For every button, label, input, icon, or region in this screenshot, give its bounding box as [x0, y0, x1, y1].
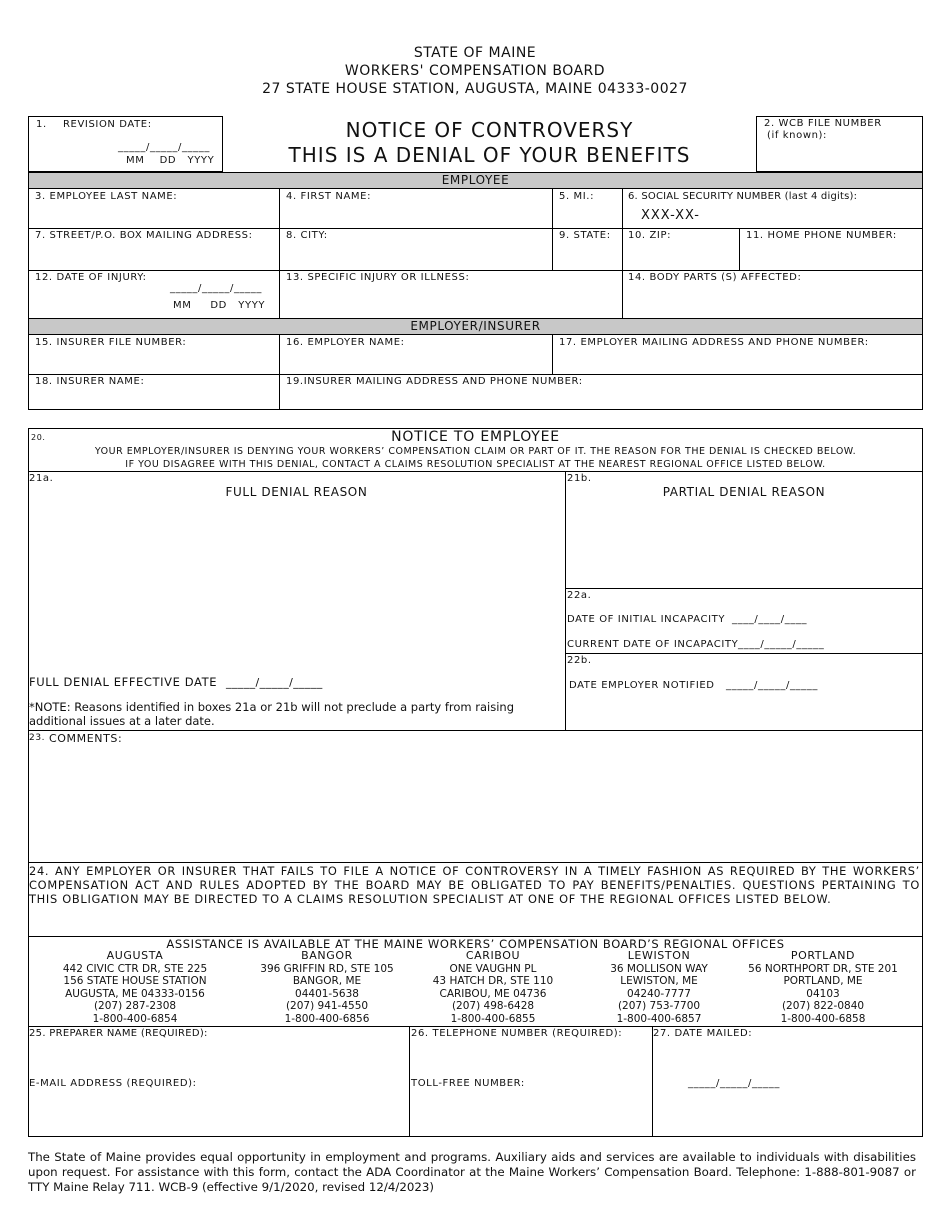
- office-phone: (207) 753-7700: [617, 1000, 701, 1013]
- field-23-number: 23.: [29, 733, 46, 743]
- employee-band: EMPLOYEE: [28, 172, 923, 189]
- office-line: BANGOR, ME: [292, 975, 362, 988]
- field-22a-current-blank[interactable]: ____/_____/_____: [738, 639, 825, 650]
- office-line: 04240-7777: [627, 987, 691, 1000]
- field-12-format: MM DD YYYY: [173, 300, 266, 311]
- office-name: AUGUSTA: [106, 949, 164, 962]
- office-line: PORTLAND, ME: [783, 975, 863, 988]
- office-name: PORTLAND: [790, 949, 856, 962]
- office-name: LEWISTON: [627, 949, 691, 962]
- field-22a-initial-blank[interactable]: ____/____/____: [732, 614, 808, 625]
- office-phone: (207) 287-2308: [93, 1000, 177, 1013]
- field-22b-blank[interactable]: _____/_____/_____: [726, 680, 818, 691]
- field-1-blank: _____/_____/_____: [118, 142, 210, 153]
- field-8-city[interactable]: 8. CITY:: [286, 230, 328, 241]
- form-subtitle: THIS IS A DENIAL OF YOUR BENEFITS: [288, 143, 691, 167]
- field-4-first-name[interactable]: 4. FIRST NAME:: [286, 191, 372, 202]
- field-20-number: 20.: [31, 433, 46, 442]
- field-14-body-parts[interactable]: 14. BODY PARTS (S) AFFECTED:: [628, 272, 802, 283]
- office-line: AUGUSTA, ME 04333-0156: [65, 987, 205, 1000]
- office-lewiston: [584, 950, 734, 1026]
- office-line: 04103: [806, 987, 840, 1000]
- field-25-preparer-name[interactable]: 25. PREPARER NAME (REQUIRED):: [29, 1028, 208, 1039]
- field-7-mailing-address[interactable]: 7. STREET/P.O. BOX MAILING ADDRESS:: [35, 230, 253, 241]
- office-augusta: [60, 950, 210, 1026]
- office-line: 442 CIVIC CTR DR, STE 225: [62, 962, 208, 975]
- field-21a-date-blank[interactable]: _____/_____/_____: [226, 676, 323, 689]
- field-22a-initial-label: DATE OF INITIAL INCAPACITY: [567, 614, 726, 625]
- field-13-specific-injury[interactable]: 13. SPECIFIC INJURY OR ILLNESS:: [286, 272, 470, 283]
- office-name: BANGOR: [301, 949, 353, 962]
- office-phone: (207) 498-6428: [451, 1000, 535, 1013]
- field-24-statement: 24. ANY EMPLOYER OR INSURER THAT FAILS TO FILE A NOTICE OF CONTROVERSY IN A TIMELY FASHION AS REQUIRED BY THE WORKERS’ COMPENSATION ACT AND RULES ADOPTED BY THE BOARD MAY BE OBLIGATED TO PAY BENEFITS/PENALTIES. QUESTIONS PERTAINING TO THIS OBLIGATION MAY BE DIRECTED TO A CLAIMS RESOLUTION SPECIALIST AT ONE OF THE REGIONAL OFFICES LISTED BELOW.: [29, 864, 920, 906]
- field-23-comments[interactable]: COMMENTS:: [49, 732, 123, 745]
- office-phone: (207) 822-0840: [781, 1000, 865, 1013]
- field-21a-note: *NOTE: Reasons identified in boxes 21a or 21b will not preclude a party from raising additional issues at a later date.: [29, 700, 514, 728]
- field-1-format: MM DD YYYY: [126, 155, 215, 166]
- field-3-employee-last-name[interactable]: 3. EMPLOYEE LAST NAME:: [35, 191, 178, 202]
- office-line: LEWISTON, ME: [620, 975, 698, 988]
- notice-line-1: YOUR EMPLOYER/INSURER IS DENYING YOUR WORKERS’ COMPENSATION CLAIM OR PART OF IT. THE REASON FOR THE DENIAL IS CHECKED BELOW.: [94, 446, 857, 457]
- field-16-employer-name[interactable]: 16. EMPLOYER NAME:: [286, 337, 405, 348]
- offices-heading: ASSISTANCE IS AVAILABLE AT THE MAINE WORKERS’ COMPENSATION BOARD’S REGIONAL OFFICES: [166, 937, 785, 951]
- office-line: 56 NORTHPORT DR, STE 201: [748, 962, 898, 975]
- office-phone: (207) 941-4550: [285, 1000, 369, 1013]
- field-6-ssn-prefill: XXX-XX-: [641, 208, 700, 223]
- equal-opportunity-footer: The State of Maine provides equal opportunity in employment and programs. Auxiliary aids and services are available to individuals with disabilities upon request. For assistance with this form, contact the ADA Coordinator at the Maine Workers’ Compensation Board. Telephone: 1-888-801-9087 or TTY Maine Relay 711. WCB-9 (effective 9/1/2020, revised 12/4/2023): [28, 1150, 916, 1194]
- notice-line-2: IF YOU DISAGREE WITH THIS DENIAL, CONTACT A CLAIMS RESOLUTION SPECIALIST AT THE NEAREST REGIONAL OFFICE LISTED BELOW.: [125, 459, 826, 470]
- field-6-ssn[interactable]: 6. SOCIAL SECURITY NUMBER (last 4 digits):: [628, 191, 858, 202]
- field-21b-title: PARTIAL DENIAL REASON: [662, 485, 826, 499]
- office-bangor: [252, 950, 402, 1026]
- field-26-telephone[interactable]: 26. TELEPHONE NUMBER (REQUIRED):: [411, 1028, 623, 1039]
- office-toll-free: 1-800-400-6858: [780, 1012, 866, 1025]
- field-12-blank: _____/_____/_____: [170, 283, 262, 294]
- office-toll-free: 1-800-400-6856: [284, 1012, 370, 1025]
- field-21a-number: 21a.: [29, 473, 54, 484]
- agency-name: STATE OF MAINE: [413, 45, 537, 61]
- office-line: ONE VAUGHN PL: [449, 962, 537, 975]
- field-17-employer-mailing-address[interactable]: 17. EMPLOYER MAILING ADDRESS AND PHONE NUMBER:: [559, 337, 869, 348]
- field-2-sublabel: (if known):: [767, 130, 828, 141]
- office-toll-free: 1-800-400-6855: [450, 1012, 536, 1025]
- field-22b-label: DATE EMPLOYER NOTIFIED: [569, 680, 715, 691]
- employer-band: EMPLOYER/INSURER: [28, 318, 923, 335]
- field-5-mi[interactable]: 5. MI.:: [559, 191, 595, 202]
- field-11-home-phone[interactable]: 11. HOME PHONE NUMBER:: [746, 230, 897, 241]
- toll-free-number-field[interactable]: TOLL-FREE NUMBER:: [411, 1078, 525, 1089]
- board-address: 27 STATE HOUSE STATION, AUGUSTA, MAINE 04333-0027: [262, 81, 688, 97]
- field-9-state[interactable]: 9. STATE:: [559, 230, 611, 241]
- field-19-insurer-mailing-address[interactable]: 19.INSURER MAILING ADDRESS AND PHONE NUMBER:: [286, 376, 583, 387]
- field-1-label: REVISION DATE:: [63, 119, 152, 130]
- form-title: NOTICE OF CONTROVERSY: [345, 118, 634, 142]
- office-name: CARIBOU: [465, 949, 521, 962]
- field-2-label: 2. WCB FILE NUMBER: [764, 118, 882, 129]
- office-line: CARIBOU, ME 04736: [439, 987, 547, 1000]
- board-name: WORKERS' COMPENSATION BOARD: [344, 63, 606, 79]
- office-line: 156 STATE HOUSE STATION: [63, 975, 207, 988]
- office-line: 04401-5638: [295, 987, 359, 1000]
- notice-title: NOTICE TO EMPLOYEE: [391, 429, 560, 445]
- field-27-date-mailed[interactable]: 27. DATE MAILED:: [653, 1028, 753, 1039]
- field-10-zip[interactable]: 10. ZIP:: [628, 230, 672, 241]
- email-address-field[interactable]: E-MAIL ADDRESS (REQUIRED):: [29, 1078, 197, 1089]
- field-21a-date-label: FULL DENIAL EFFECTIVE DATE: [29, 675, 218, 689]
- office-line: 36 MOLLISON WAY: [610, 962, 708, 975]
- office-portland: [748, 950, 898, 1026]
- field-22a-number: 22a.: [567, 590, 592, 601]
- field-1-number: 1.: [36, 119, 47, 130]
- field-22a-current-label: CURRENT DATE OF INCAPACITY: [567, 639, 739, 650]
- field-27-blank[interactable]: _____/_____/_____: [688, 1078, 780, 1089]
- field-22b-number: 22b.: [567, 655, 592, 666]
- field-21a-title: FULL DENIAL REASON: [225, 485, 368, 499]
- field-21b-number: 21b.: [567, 473, 592, 484]
- field-12-date-of-injury[interactable]: 12. DATE OF INJURY:: [35, 272, 147, 283]
- office-line: 43 HATCH DR, STE 110: [432, 975, 554, 988]
- field-15-insurer-file-number[interactable]: 15. INSURER FILE NUMBER:: [35, 337, 187, 348]
- office-caribou: [418, 950, 568, 1026]
- office-toll-free: 1-800-400-6857: [616, 1012, 702, 1025]
- field-18-insurer-name[interactable]: 18. INSURER NAME:: [35, 376, 145, 387]
- office-toll-free: 1-800-400-6854: [92, 1012, 178, 1025]
- office-line: 396 GRIFFIN RD, STE 105: [260, 962, 394, 975]
